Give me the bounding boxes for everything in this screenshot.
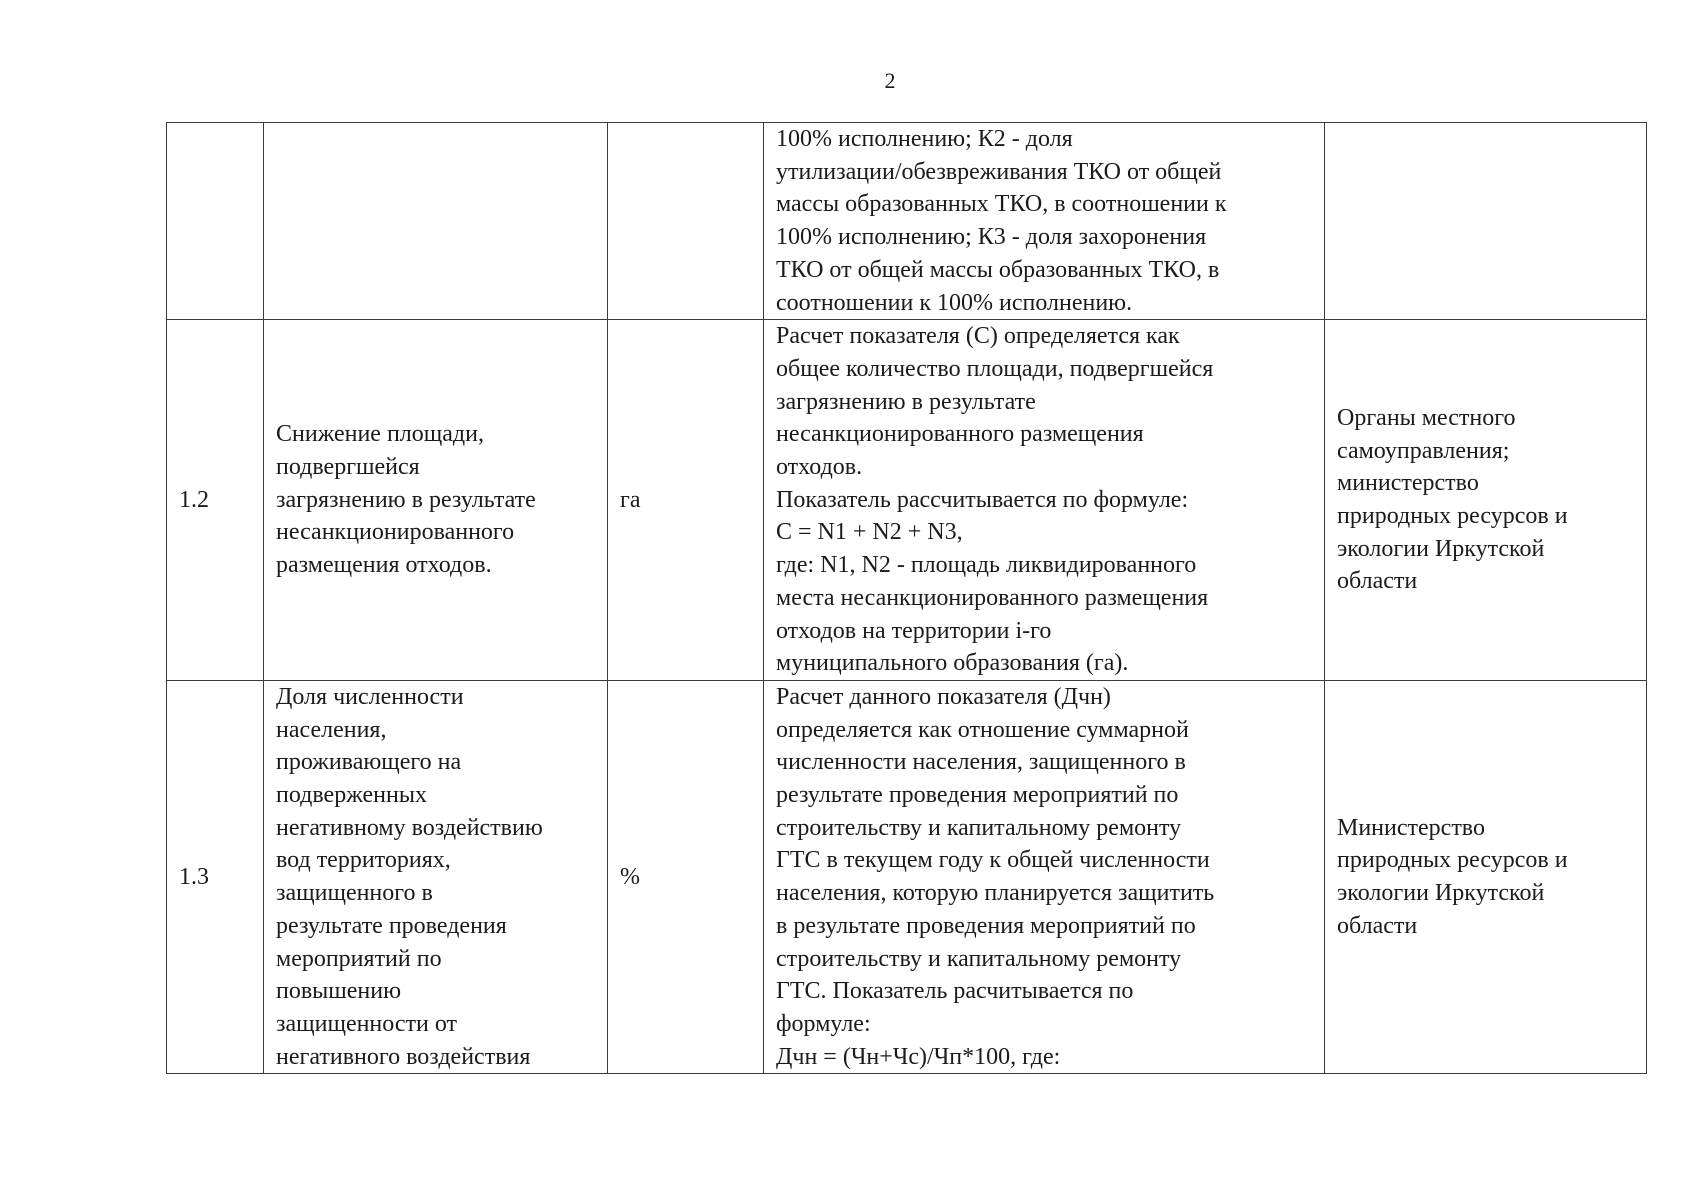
row-number-cell: 1.2 [167, 320, 264, 681]
responsible-cell [1325, 123, 1647, 320]
unit-cell [608, 123, 764, 320]
row-number-cell [167, 123, 264, 320]
unit-cell: га [608, 320, 764, 681]
responsible-cell: Министерство природных ресурсов и экологии Иркутской области [1325, 680, 1647, 1073]
indicator-name-cell: Снижение площади, подвергшейся загрязнению в результате несанкционированного размещения отходов. [264, 320, 608, 681]
calculation-method-cell: 100% исполнению; К2 - доля утилизации/обезвреживания ТКО от общей массы образованных ТКО, в соотношении к 100% исполнению; К3 - доля захоронения ТКО от общей массы образованных ТКО, в соотношении к 100% исполнению. [764, 123, 1325, 320]
table-row [167, 680, 1647, 1073]
responsible-cell: Органы местного самоуправления; министерство природных ресурсов и экологии Иркутской области [1325, 320, 1647, 681]
page-number: 2 [884, 68, 896, 93]
table-row [167, 320, 1647, 681]
indicator-name-cell [264, 123, 608, 320]
table-row [167, 123, 1647, 320]
unit-cell: % [608, 680, 764, 1073]
indicators-table [166, 122, 1647, 1074]
row-number-cell: 1.3 [167, 680, 264, 1073]
calculation-method-cell: Расчет данного показателя (Дчн) определяется как отношение суммарной численности населения, защищенного в результате проведения мероприятий по строительству и капитальному ремонту ГТС в текущем году к общей численности населения, которую планируется защитить в результате проведения мероприятий по строительству и капитальному ремонту ГТС. Показатель расчитывается по формуле: Дчн = (Чн+Чс)/Чп*100, где: [764, 680, 1325, 1073]
calculation-method-cell: Расчет показателя (С) определяется как общее количество площади, подвергшейся загрязнению в результате несанкционированного размещения отходов. Показатель рассчитывается по формуле: С = N1 + N2 + N3, где: N1, N2 - площадь ликвидированного места несанкционированного размещения отходов на территории i-го муниципального образования (га). [764, 320, 1325, 681]
indicator-name-cell: Доля численности населения, проживающего на подверженных негативному воздействию вод территориях, защищенного в результате проведения мероприятий по повышению защищенности от негативного воздействия [264, 680, 608, 1073]
